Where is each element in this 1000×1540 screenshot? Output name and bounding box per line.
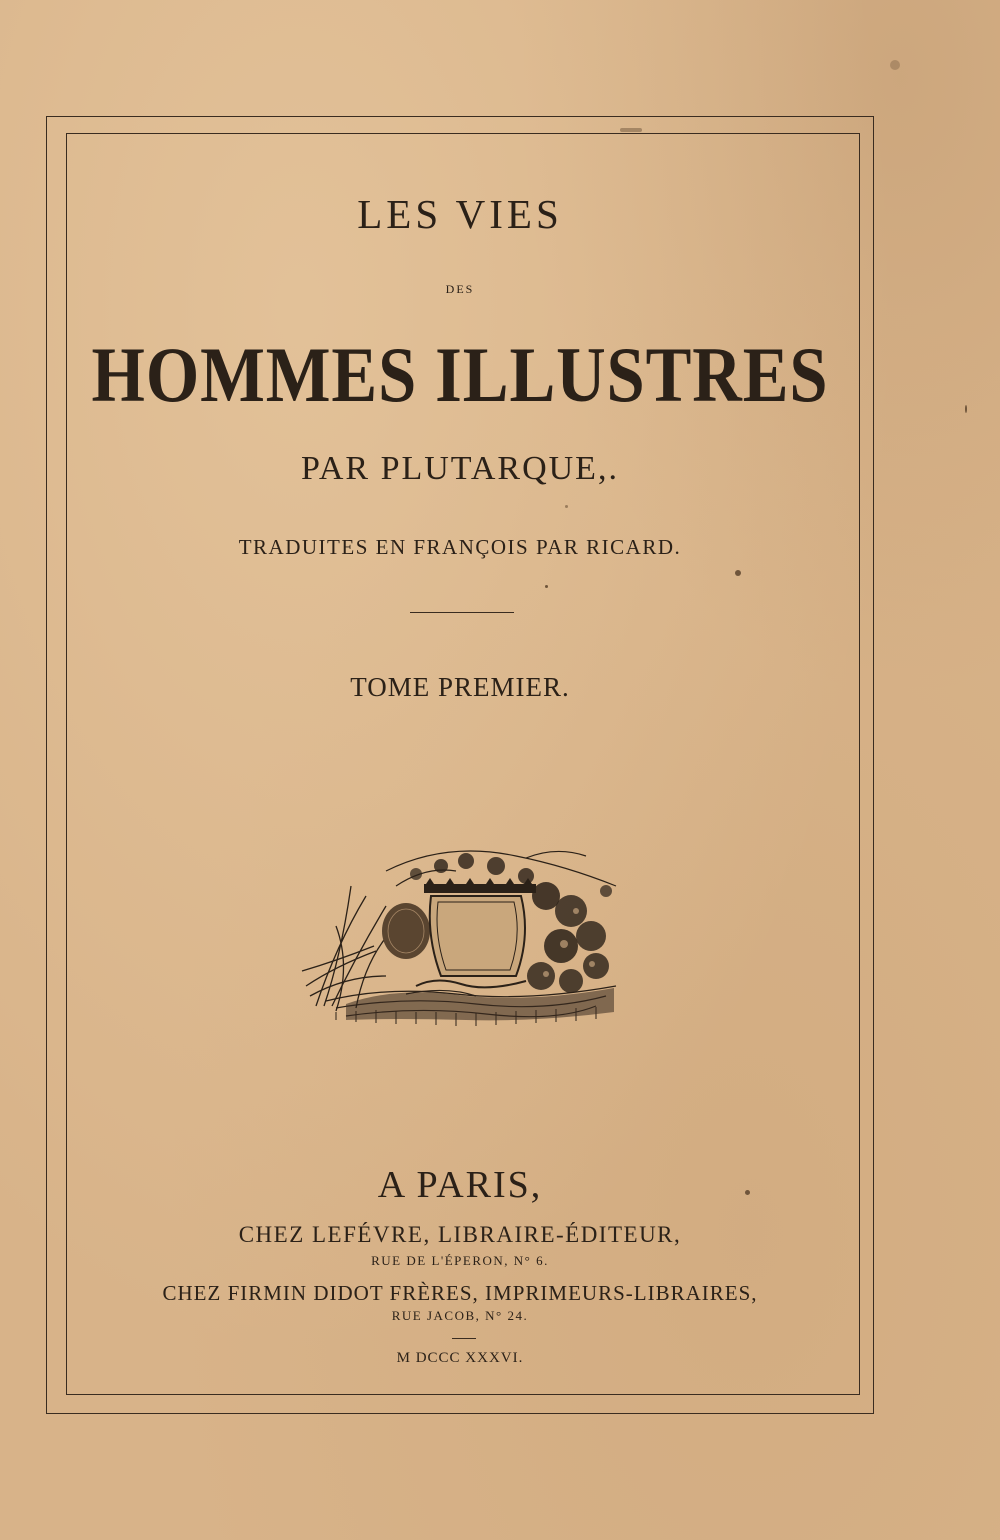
paper-speck — [565, 505, 568, 508]
paper-speck — [745, 1190, 750, 1195]
volume-line: TOME PREMIER. — [350, 672, 570, 702]
author-line: PAR PLUTARQUE,. — [301, 450, 619, 487]
imprint-address-1: RUE DE L'ÉPERON, N° 6. — [371, 1253, 549, 1268]
title-line-les-vies: LES VIES — [357, 191, 563, 237]
paper-speck — [965, 405, 967, 413]
engraved-vignette — [296, 836, 628, 1032]
small-rule — [452, 1338, 476, 1339]
imprint-address-2: RUE JACOB, N° 24. — [391, 1308, 529, 1323]
divider-rule — [410, 612, 514, 613]
paper-speck — [545, 585, 548, 588]
imprint-city: A PARIS, — [377, 1164, 543, 1206]
main-title: HOMMES ILLUSTRES — [91, 331, 829, 418]
paper-speck — [620, 128, 642, 132]
imprint-publisher-2: CHEZ FIRMIN DIDOT FRÈRES, IMPRIMEURS-LIBRAIRES, — [162, 1281, 758, 1305]
translator-line: TRADUITES EN FRANÇOIS PAR RICARD. — [238, 535, 682, 559]
paper-speck — [890, 60, 900, 70]
title-connector-des: DES — [445, 282, 475, 296]
imprint-publisher-1: CHEZ LEFÉVRE, LIBRAIRE-ÉDITEUR, — [238, 1222, 682, 1247]
paper-speck — [735, 570, 741, 576]
imprint-year: M DCCC XXXVI. — [396, 1350, 524, 1366]
